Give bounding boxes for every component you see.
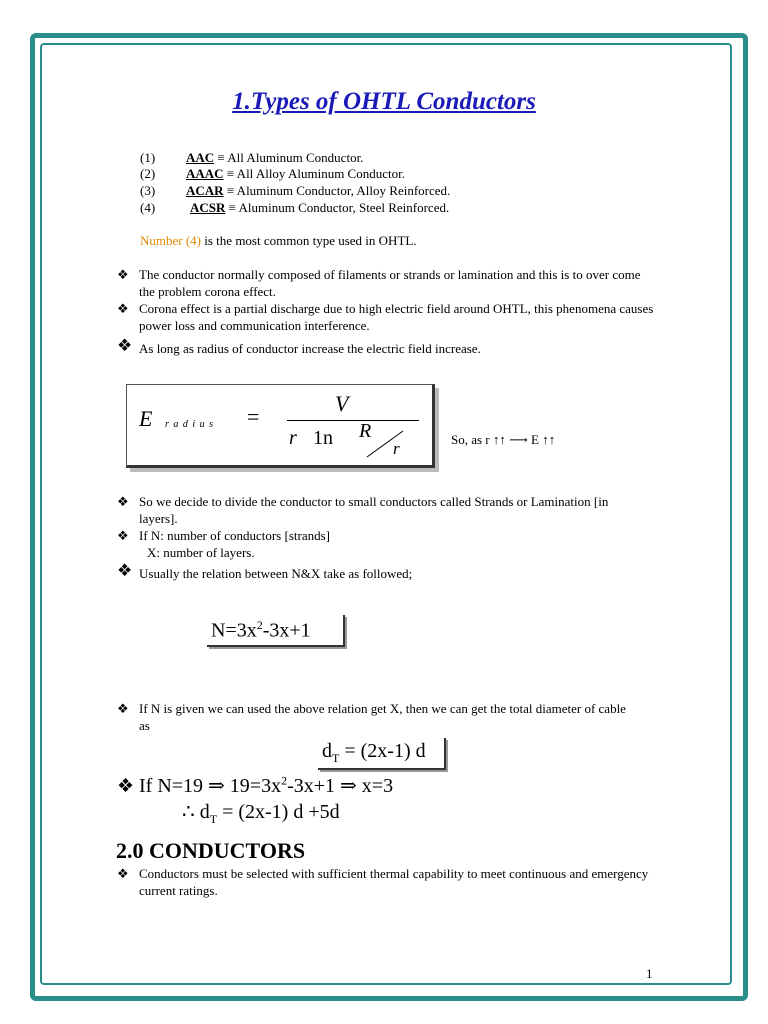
dt-formula-box <box>318 738 446 770</box>
x-definition: X: number of layers. <box>147 545 255 560</box>
list-item: If N: number of conductors [strands] <box>139 528 330 543</box>
so-text: So, as r ↑↑ ⟶ E ↑↑ <box>451 432 556 447</box>
type-abbr: ACAR <box>186 183 224 198</box>
field-formula-box <box>126 384 435 468</box>
page-title: 1.Types of OHTL Conductors <box>232 88 536 115</box>
formula-ln: 1n <box>313 427 333 449</box>
note-line: Number (4) is the most common type used in OHTL. <box>140 233 417 248</box>
formula-small-r: r <box>393 439 400 458</box>
page-number: 1 <box>646 966 653 981</box>
list-item: Usually the relation between N&X take as followed; <box>139 566 413 581</box>
n-formula-box <box>207 615 345 647</box>
formula-e: E <box>139 406 153 431</box>
diamond-bullet-icon: ❖ <box>117 528 129 543</box>
example-line: If N=19 ⇒ $19=3x^2-3x+1$ ⇒ x=3 <box>139 773 394 797</box>
list-item: If N is given we can used the above relation get X, then we can get the total diameter of cable as <box>139 701 626 733</box>
type-abbr: ACSR <box>190 200 226 215</box>
list-item: So we decide to divide the conductor to small conductors called Strands or Lamination [in layers]. <box>139 494 609 526</box>
type-abbr: AAC <box>186 150 215 165</box>
list-item: Conductors must be selected with sufficient thermal capability to meet continuous and emergency current ratings. <box>139 866 649 898</box>
section-heading: 2.0 CONDUCTORS <box>116 838 306 863</box>
dt-formula: $d_T = (2x-1)$ d <box>322 740 426 765</box>
diamond-bullet-icon: ❖ <box>117 866 129 881</box>
therefore-line: ∴ $d_T = (2x-1)$ d +5d <box>182 801 340 826</box>
diamond-bullet-icon: ❖ <box>117 561 133 580</box>
formula-eq: = <box>247 404 260 429</box>
diamond-bullet-icon: ❖ <box>117 336 133 355</box>
diamond-bullet-icon: ❖ <box>117 301 129 316</box>
fraction-bar <box>287 420 419 421</box>
diamond-bullet-icon: ❖ <box>117 267 129 282</box>
n-formula: $N=3x^2-3x+1$ <box>211 618 311 642</box>
formula-r: r <box>289 427 297 449</box>
list-item: Corona effect is a partial discharge due to high electric field around OHTL, this phenomena causes power loss and communication interference. <box>139 301 654 333</box>
formula-sub: r a d i u s <box>165 419 215 430</box>
formula-numerator: V <box>335 391 349 416</box>
diamond-bullet-icon: ❖ <box>117 701 129 716</box>
formula-capital-r: R <box>359 420 372 442</box>
list-item: As long as radius of conductor increase the electric field increase. <box>139 341 481 356</box>
diamond-bullet-icon: ❖ <box>117 776 135 797</box>
diamond-bullet-icon: ❖ <box>117 494 129 509</box>
list-item: The conductor normally composed of filaments or strands or lamination and this is to over come the problem corona effect. <box>139 267 641 299</box>
type-abbr: AAAC <box>186 166 224 181</box>
